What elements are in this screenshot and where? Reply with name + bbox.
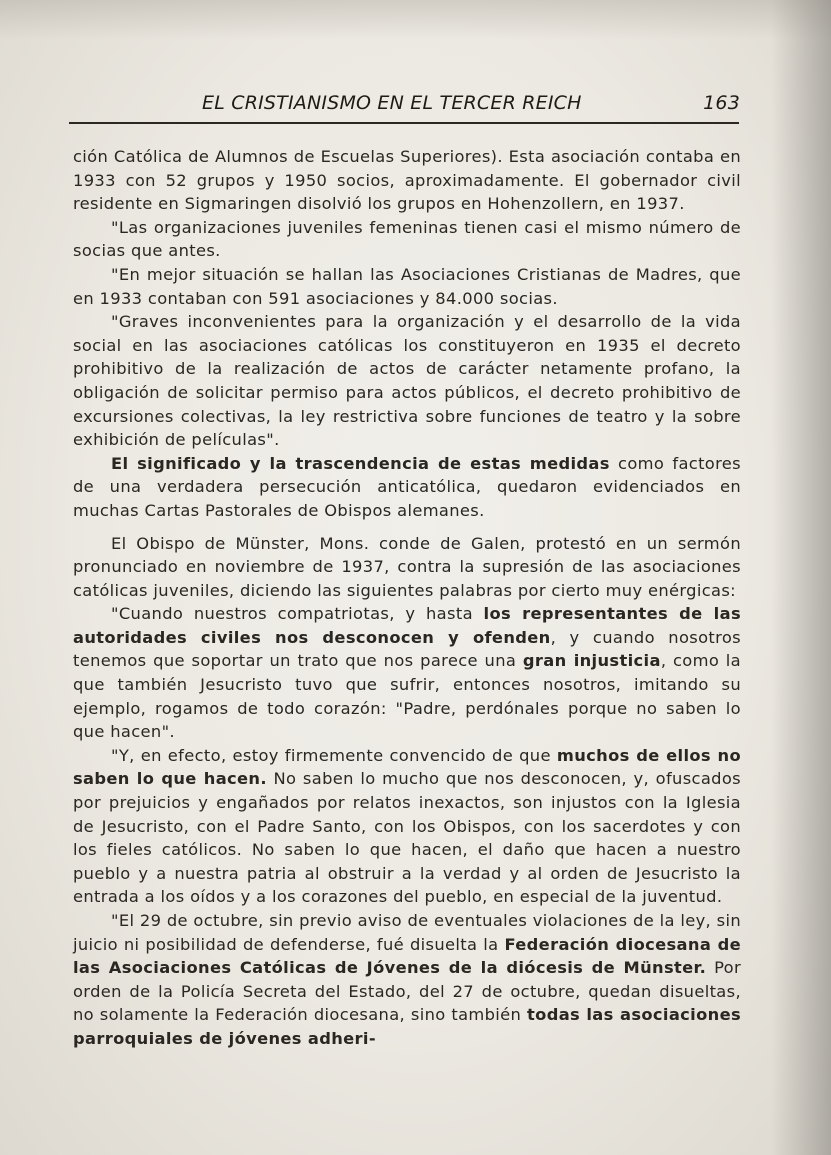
paragraph: "Las organizaciones juveniles femeninas tienen casi el mismo número de socias que antes. — [73, 217, 741, 261]
bold-phrase: Federación diocesana de las Asociaciones Católicas de Jóvenes de la diócesis de Münster. — [73, 934, 741, 978]
paragraph — [73, 909, 741, 1051]
paragraph — [73, 744, 741, 909]
paragraph: El Obispo de Münster, Mons. conde de Galen, protestó en un sermón pronunciado en noviembre de 1937, contra la supresión de las asociaciones católicas juveniles, diciendo las siguientes palabras por cierto muy enérgicas: — [73, 533, 741, 600]
paragraph-text: , como la que también Jesucristo tuvo que sufrir, entonces nosotros, imitando su ejemplo, rogamos de todo corazón: "Padre, perdónales porque no saben lo que hacen". — [73, 651, 741, 742]
paragraph: "En mejor situación se hallan las Asociaciones Cristianas de Madres, que en 1933 contaban con 591 asociaciones y 84.000 socias. — [73, 264, 741, 308]
book-title: EL CRISTIANISMO EN EL TERCER REICH — [202, 92, 582, 114]
bold-phrase: todas las asociaciones parroquiales de jóvenes adheri- — [73, 1005, 742, 1048]
paragraph-text: "El 29 de octubre, sin previo aviso de eventuales violaciones de la ley, sin juicio ni posibilidad de defenderse, fué disuelta la — [73, 911, 741, 954]
binding-shadow — [771, 0, 831, 1155]
page-number: 163 — [703, 92, 740, 114]
paragraph-text: "Cuando nuestros compatriotas, y hasta — [111, 604, 484, 624]
bold-phrase: El significado y la trascendencia de estas medidas — [111, 453, 610, 473]
paragraph-text: , y cuando nosotros tenemos que soportar un trato que nos parece una — [73, 627, 741, 671]
bold-phrase: los representantes de las autoridades civiles nos desconocen y ofenden — [73, 604, 741, 647]
paragraph: ción Católica de Alumnos de Escuelas Superiores). Esta asociación contaba en 1933 con 52 grupos y 1950 socios, aproximadamente. El gobernador civil residente en Sigmaringen disolvió los grupos en Hohenzollern, en 1937. — [73, 147, 741, 214]
paragraph — [73, 452, 741, 523]
paragraph-text: No saben lo mucho que nos desconocen, y, ofuscados por prejuicios y engañados por relatos inexactos, son injustos con la Iglesia de Jesucristo, con el Padre Santo, con los Obispos, con los sacerdotes y con los fieles católicos. No saben lo que hacen, el daño que hacen a nuestro pueblo y a nuestra patria al obstruir a la verdad y al orden de Jesucristo la entrada a los oídos y a los corazones del pueblo, en especial de la juventud. — [73, 769, 741, 907]
paragraph — [73, 602, 741, 744]
page-edge-shadow — [0, 0, 831, 40]
body-text — [73, 145, 741, 1051]
paragraph-text: "Y, en efecto, estoy firmemente convencido de que — [111, 745, 557, 765]
paragraph-text: como factores de una verdadera persecución anticatólica, quedaron evidenciados en muchas Cartas Pastorales de Obispos alemanes. — [73, 453, 741, 520]
paragraph-text: Por orden de la Policía Secreta del Estado, del 27 de octubre, quedan disueltas, no solamente la Federación diocesana, sino también — [73, 958, 742, 1025]
running-header — [202, 92, 740, 120]
bold-phrase: muchos de ellos no saben lo que hacen. — [73, 745, 741, 789]
bold-phrase: gran injusticia — [522, 651, 661, 671]
header-rule — [69, 122, 739, 124]
paragraph: "Graves inconvenientes para la organización y el desarrollo de la vida social en las asociaciones católicas los constituyeron en 1935 el decreto prohibitivo de la realización de actos de carácter netamente profano, la obligación de solicitar permiso para actos públicos, el decreto prohibitivo de excursiones colectivas, la ley restrictiva sobre funciones de teatro y la sobre exhibición de películas". — [73, 312, 741, 450]
